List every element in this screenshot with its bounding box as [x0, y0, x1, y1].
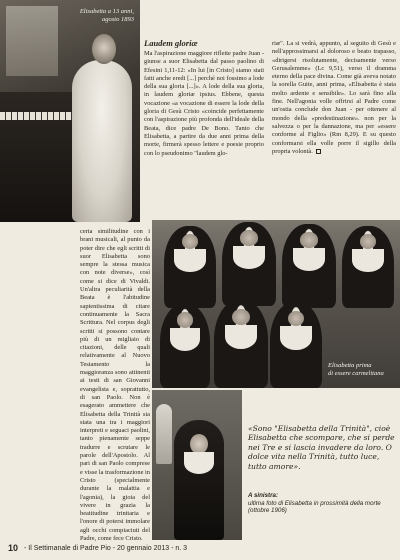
photo-piano-caption-line1: Elisabetta a 13 anni,: [79, 8, 134, 15]
photo-bib-shape: [184, 452, 214, 474]
pull-quote: «Sono "Elisabetta della Trinità", cioè Elisabetta che scompare, che si perde nei Tre e si lascia invadere da loro. O dolce vita nella Trinità, tutto luce, tutto amore».: [248, 424, 395, 471]
photo-note-label: A sinistra:: [248, 492, 279, 499]
photo-nun-figure: [270, 302, 322, 388]
photo-face-shape: [190, 434, 208, 454]
photo-nun-figure: [222, 222, 276, 306]
article-column-b: [272, 40, 396, 156]
photo-nun-figure: [282, 224, 336, 308]
photo-elisabetta-piano: [0, 0, 140, 222]
footer-text: - Il Settimanale di Padre Pio - 20 gennaio 2013 - n. 3: [24, 544, 188, 552]
photo-piano-caption-line2: agosto 1893: [102, 16, 134, 23]
article-end-mark: [316, 149, 321, 154]
photo-piano-caption: [62, 8, 134, 24]
photo-nun-figure: [342, 226, 394, 308]
photo-group-caption-line2: di essere carmelitana: [328, 370, 384, 378]
photo-figure-head: [92, 34, 116, 64]
photo-nun-figure: [214, 300, 268, 388]
photo-elisabetta-last: [152, 390, 242, 540]
article-column-a: [144, 50, 264, 158]
article-column-a-text: Ma l'aspirazione maggiore riflette padre Juan - giunse a suor Elisabetta dal passo paolino di Efesini 1,11-12: «In lui [in Cristo] siamo stati fatti anche eredi [...] perché noi fossimo a lode della sua gloria [...]». A lode della sua gloria, in laudem gloriæ ipsius. Ebbene, questa vocazione «a vocazione di essere la lode della gloria di Gesù Cristo «coincide perfettamente con l'aspirazione più profonda dell'ideale della Beata, dice padre De Bono. Tanto che Elisabetta, a partire da due anni prima della morte, firmerà spesso lettere e poesie proprio con lo pseudonimo "laudem glo-: [144, 50, 264, 157]
article-column-b-text: riæ". La si vedrà, appunto, al seguito di Gesù e nell'approssimarsi al doloroso e beato trapasso, «dirigersi risolutamente, decisamente verso Gerusalemme» (Lc 9,51), verso il dramma eterno della pace divina. Come già aveva notato la sorella Guite, anni prima, «Elisabetta è stata molto ardente e sensibile». Lo sarà fino alla fine. Nell'agonia volle offrirsi al Padre come un'ostia conclude don Juan - per ottenere al mondo della «predestinazione». non per la salvezza o per la dannazione, ma per «essere conforme al Figlio» (Rm 8,29). E su questo conformarsi ella volle porre il sigillo della propria volontà.: [272, 40, 396, 155]
photo-group-caption: [328, 362, 394, 378]
photo-group-nuns: [152, 220, 400, 388]
photo-statue-shape: [156, 404, 172, 464]
photo-note: [248, 492, 396, 515]
photo-figure-dress: [72, 60, 132, 222]
photo-nun-figure: [164, 226, 216, 308]
photo-group-caption-line1: Elisabetta prima: [328, 362, 372, 370]
section-title: Laudem gloriæ: [144, 38, 198, 48]
article-column-c-text: certa similitudine con i brani musicali, al punto da poter dire che egli scritti di suor Elisabetta sono sempre la stessa musica con note diverse», così come si dice di Vivaldi. Un'altra peculiarità della Beata è l'abitudine sapientissima di citare continuamente la Sacra Scrittura. Nel corpus degli scritti si possono contare più di un migliaio di citazioni, delle quali relativamente al Nuovo Testamento la maggioranza sono attinenti ai testi di san Giovanni evangelista e, soprattutto, di san Paolo. Non è esagerato ammettere che Elisabetta della Trinità sia stata una tra i maggiori interpreti e seguaci paolini, tanto pienamente seppe tradurre e scrutare le parole dell'Apostolo. Al pari di san Paolo comprese e visse la trasformazione in Cristo (specialmente durante la malattia e l'agonia), la gioia del vivere in grazia la beatitudine trinitaria e l'onore di potersi immolare agli occhi compiaciuti del Padre, come fece Cristo.: [80, 228, 150, 542]
photo-window-shape: [6, 6, 58, 76]
page-number: 10: [8, 543, 19, 553]
photo-nun-figure: [160, 304, 210, 388]
article-top-block: [144, 38, 396, 224]
photo-note-text: ultima foto di Elisabetta in prossimità della morte (ottobre 1906): [248, 499, 381, 515]
article-column-c: [80, 228, 150, 543]
page-footer: [8, 540, 392, 556]
